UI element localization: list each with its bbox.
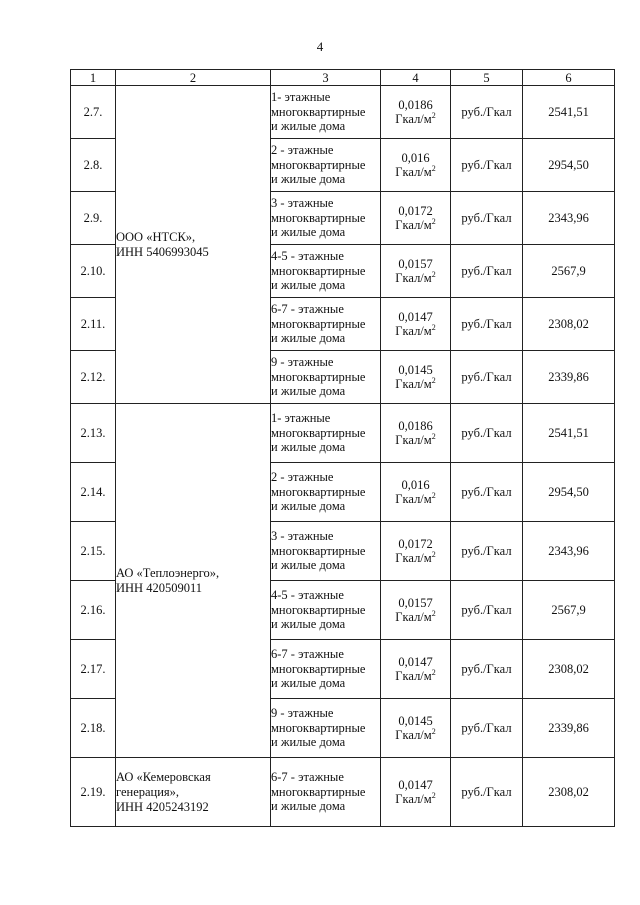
row-number: 2.9. <box>71 192 116 245</box>
tariff-unit: руб./Гкал <box>451 522 523 581</box>
table-row <box>71 404 615 463</box>
tariff-unit: руб./Гкал <box>451 581 523 640</box>
row-number: 2.10. <box>71 245 116 298</box>
tariff-price: 2343,96 <box>523 522 615 581</box>
building-type: 2 - этажные многоквартирные и жилые дома <box>271 463 381 522</box>
row-number: 2.13. <box>71 404 116 463</box>
norm-value: 0,0186 Гкал/$м^2$ <box>381 86 451 139</box>
tariff-price: 2567,9 <box>523 245 615 298</box>
organization-name-cont: генерация», <box>116 784 180 799</box>
norm-value: 0,0172 Гкал/$м^2$ <box>381 522 451 581</box>
organization-inn: ИНН 4205243192 <box>116 799 209 814</box>
table-row <box>71 758 615 827</box>
column-header: 2 <box>116 70 271 86</box>
row-number: 2.14. <box>71 463 116 522</box>
building-type: 9 - этажные многоквартирные и жилые дома <box>271 351 381 404</box>
tariff-price: 2308,02 <box>523 640 615 699</box>
tariff-unit: руб./Гкал <box>451 192 523 245</box>
norm-value: 0,0172 Гкал/$м^2$ <box>381 192 451 245</box>
organization-name: АО «Теплоэнерго», <box>116 565 220 580</box>
column-header: 5 <box>451 70 523 86</box>
column-header: 4 <box>381 70 451 86</box>
tariff-unit: руб./Гкал <box>451 298 523 351</box>
building-type: 4-5 - этажные многоквартирные и жилые дома <box>271 245 381 298</box>
column-header: 1 <box>71 70 116 86</box>
row-number: 2.7. <box>71 86 116 139</box>
norm-value: 0,0157 Гкал/$м^2$ <box>381 581 451 640</box>
tariff-unit: руб./Гкал <box>451 86 523 139</box>
norm-value: 0,0147 Гкал/$м^2$ <box>381 298 451 351</box>
row-number: 2.18. <box>71 699 116 758</box>
row-number: 2.15. <box>71 522 116 581</box>
tariff-unit: руб./Гкал <box>451 699 523 758</box>
column-header: 6 <box>523 70 615 86</box>
norm-value: 0,0186 Гкал/$м^2$ <box>381 404 451 463</box>
row-number: 2.19. <box>71 758 116 827</box>
building-type: 9 - этажные многоквартирные и жилые дома <box>271 699 381 758</box>
organization-name: ООО «НТСК», <box>116 229 196 244</box>
tariff-unit: руб./Гкал <box>451 245 523 298</box>
norm-value: 0,0145 Гкал/$м^2$ <box>381 351 451 404</box>
header-row <box>71 70 615 86</box>
building-type: 6-7 - этажные многоквартирные и жилые дома <box>271 640 381 699</box>
tariff-table <box>70 69 615 827</box>
norm-value: 0,016 Гкал/$м^2$ <box>381 463 451 522</box>
building-type: 1- этажные многоквартирные и жилые дома <box>271 86 381 139</box>
organization-name: АО «Кемеровская <box>116 769 211 784</box>
building-type: 3 - этажные многоквартирные и жилые дома <box>271 192 381 245</box>
building-type: 6-7 - этажные многоквартирные и жилые дома <box>271 298 381 351</box>
row-number: 2.8. <box>71 139 116 192</box>
tariff-unit: руб./Гкал <box>451 351 523 404</box>
tariff-price: 2541,51 <box>523 404 615 463</box>
tariff-unit: руб./Гкал <box>451 640 523 699</box>
row-number: 2.12. <box>71 351 116 404</box>
tariff-price: 2954,50 <box>523 463 615 522</box>
norm-value: 0,016 Гкал/$м^2$ <box>381 139 451 192</box>
page-number: 4 <box>316 39 324 54</box>
tariff-price: 2541,51 <box>523 86 615 139</box>
building-type: 3 - этажные многоквартирные и жилые дома <box>271 522 381 581</box>
tariff-price: 2343,96 <box>523 192 615 245</box>
tariff-unit: руб./Гкал <box>451 139 523 192</box>
tariff-price: 2567,9 <box>523 581 615 640</box>
norm-value: 0,0145 Гкал/$м^2$ <box>381 699 451 758</box>
organization-inn: ИНН 5406993045 <box>116 244 209 259</box>
tariff-price: 2954,50 <box>523 139 615 192</box>
building-type: 2 - этажные многоквартирные и жилые дома <box>271 139 381 192</box>
tariff-unit: руб./Гкал <box>451 463 523 522</box>
tariff-price: 2308,02 <box>523 298 615 351</box>
building-type: 4-5 - этажные многоквартирные и жилые дома <box>271 581 381 640</box>
tariff-unit: руб./Гкал <box>451 758 523 827</box>
row-number: 2.17. <box>71 640 116 699</box>
row-number: 2.11. <box>71 298 116 351</box>
norm-value: 0,0147 Гкал/$м^2$ <box>381 640 451 699</box>
row-number: 2.16. <box>71 581 116 640</box>
organization-cell <box>116 404 271 758</box>
table-row <box>71 86 615 139</box>
tariff-price: 2339,86 <box>523 699 615 758</box>
building-type: 1- этажные многоквартирные и жилые дома <box>271 404 381 463</box>
organization-cell <box>116 86 271 404</box>
building-type: 6-7 - этажные многоквартирные и жилые дома <box>271 758 381 827</box>
tariff-price: 2339,86 <box>523 351 615 404</box>
column-header: 3 <box>271 70 381 86</box>
organization-cell <box>116 758 271 827</box>
norm-value: 0,0147 Гкал/$м^2$ <box>381 758 451 827</box>
tariff-unit: руб./Гкал <box>451 404 523 463</box>
tariff-price: 2308,02 <box>523 758 615 827</box>
organization-inn: ИНН 420509011 <box>116 580 202 595</box>
norm-value: 0,0157 Гкал/$м^2$ <box>381 245 451 298</box>
